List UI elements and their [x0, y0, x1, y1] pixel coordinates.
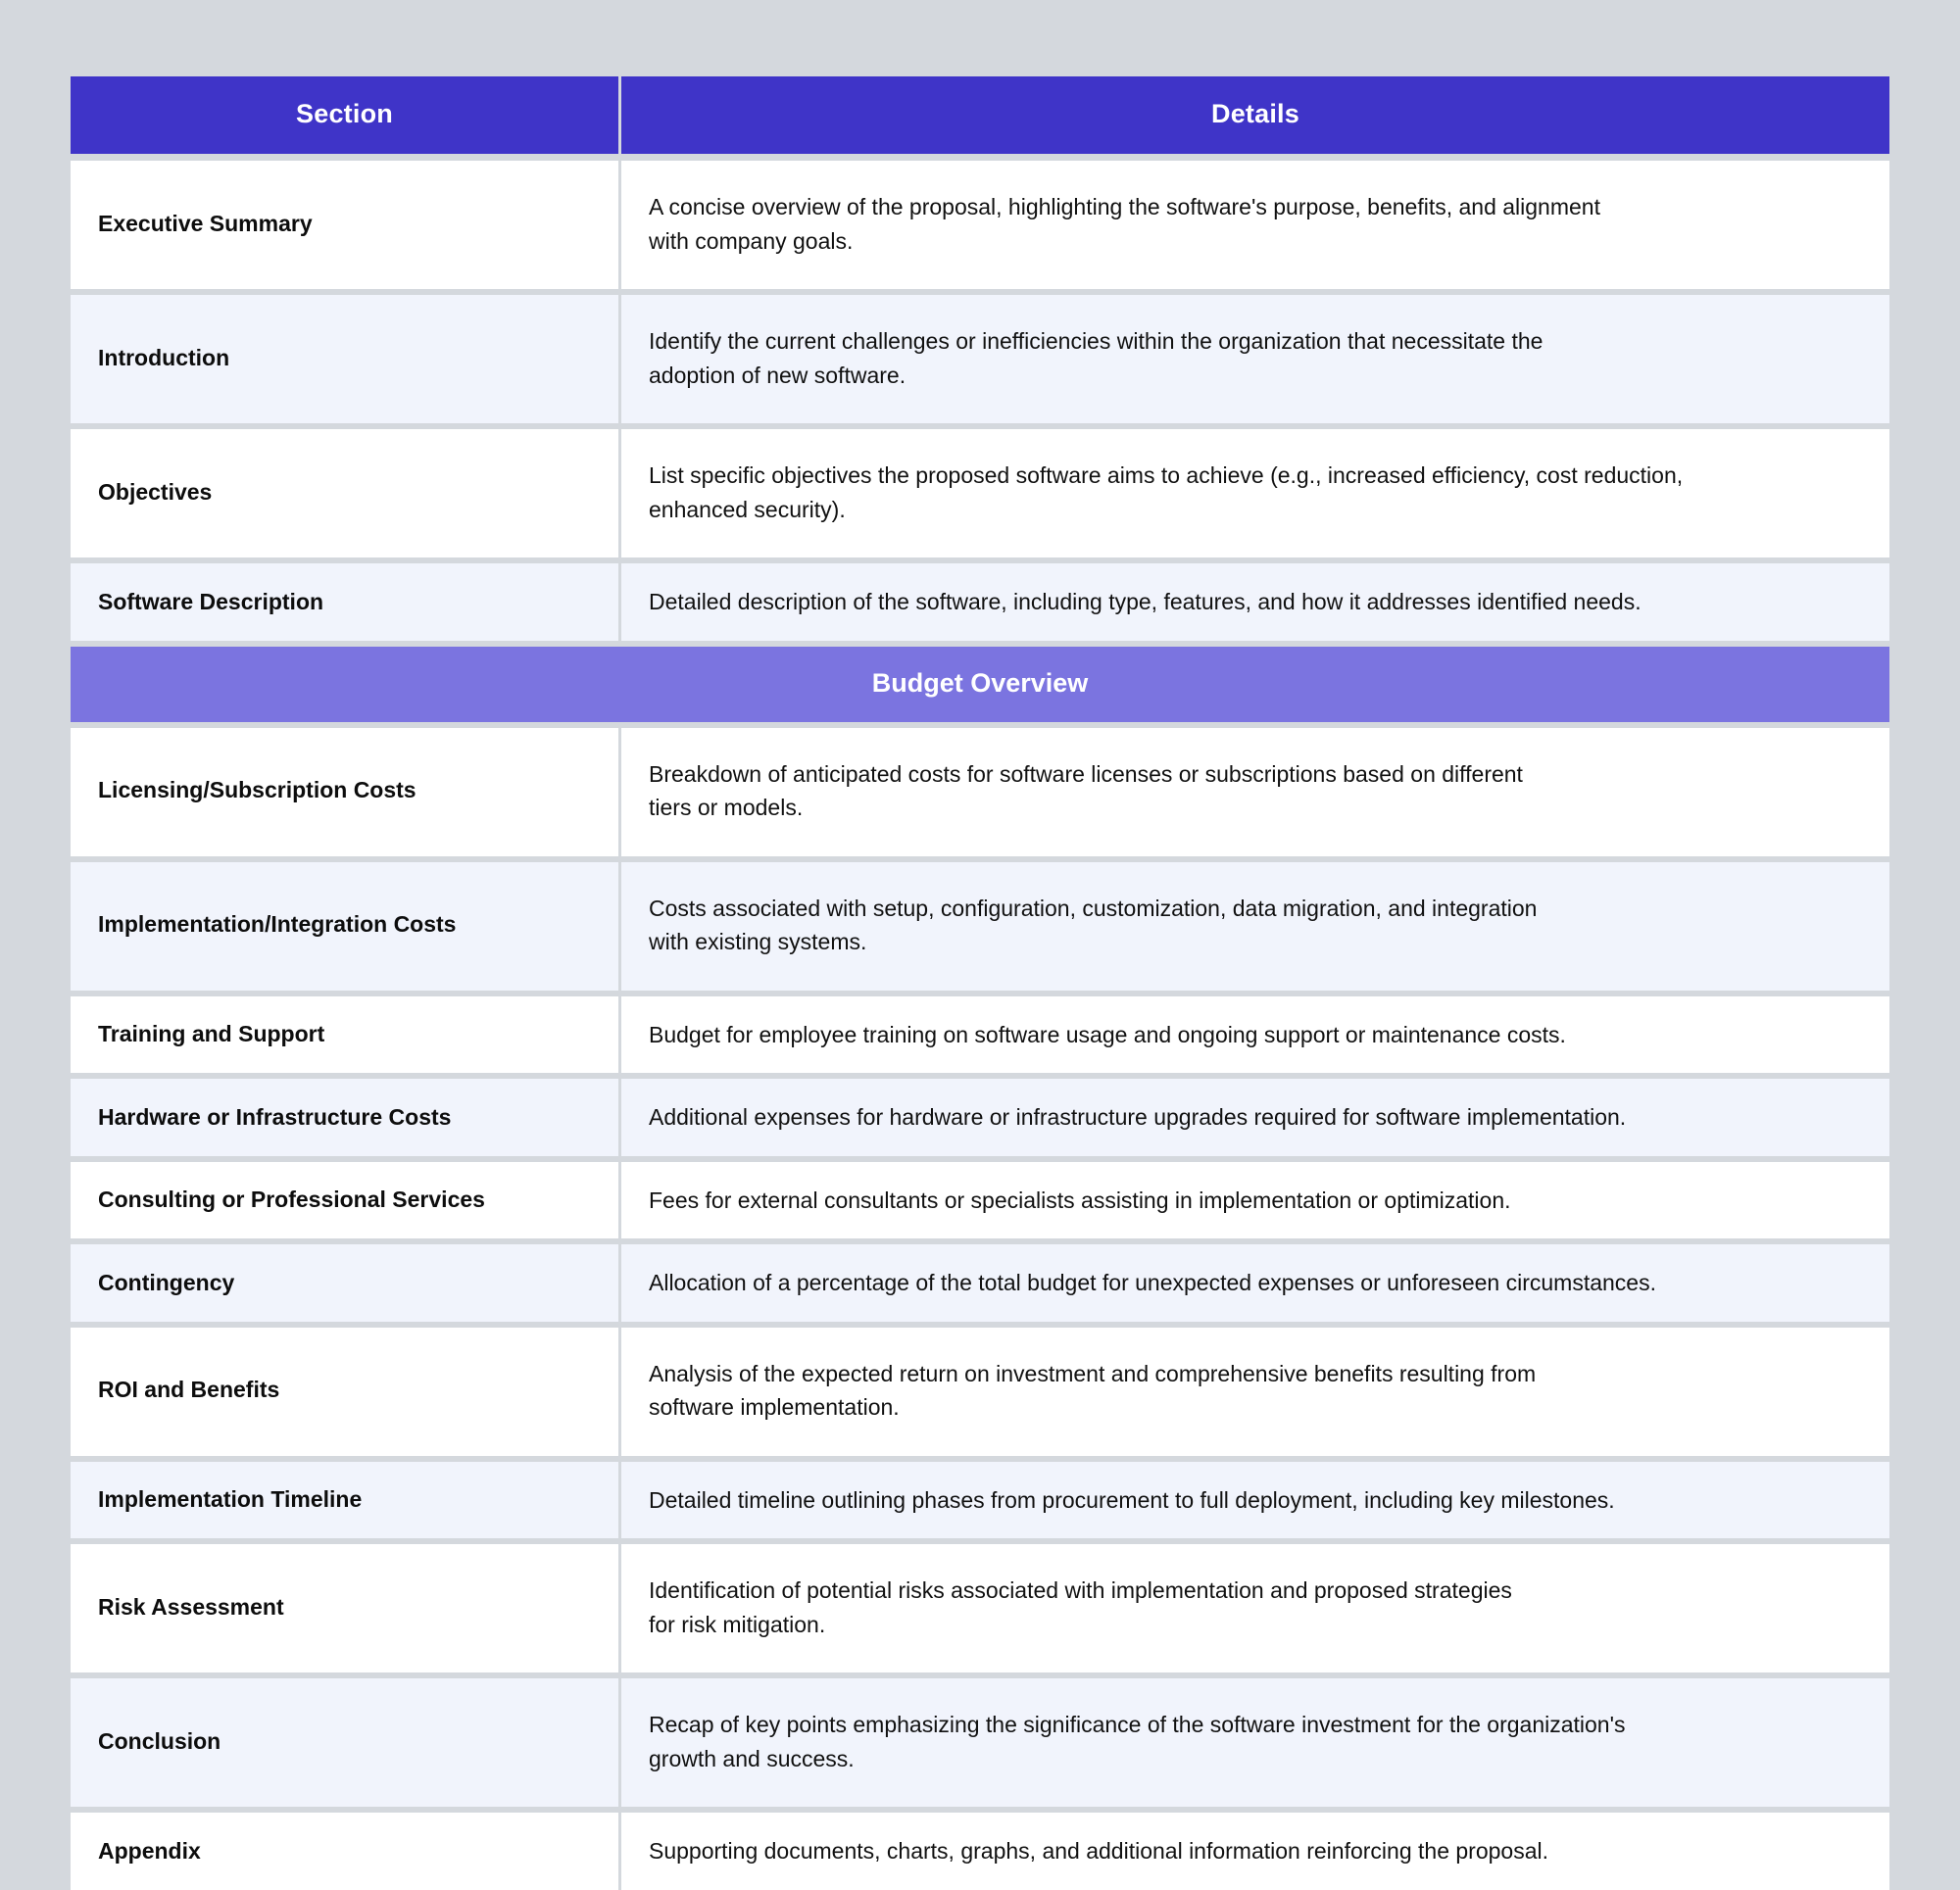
- details-line-2: software implementation.: [649, 1394, 900, 1420]
- row-section-label: Introduction: [71, 295, 621, 429]
- row-details-text: [621, 161, 1889, 295]
- row-details-text: [621, 1079, 1889, 1162]
- row-details-text: [621, 1813, 1889, 1890]
- details-line-2: tiers or models.: [649, 795, 804, 820]
- table-row: [71, 1244, 1889, 1328]
- row-details-text: [621, 1328, 1889, 1462]
- header-gap-cell-right: [621, 154, 1889, 161]
- row-section-label: Consulting or Professional Services: [71, 1162, 621, 1245]
- header-gap: [71, 154, 1889, 161]
- table-row: [71, 728, 1889, 862]
- table-row: [71, 1328, 1889, 1462]
- table-row: [71, 1079, 1889, 1162]
- row-details-text: [621, 862, 1889, 996]
- details-line-1: Detailed description of the software, including type, features, and how it addresses identified needs.: [649, 589, 1642, 614]
- table-body: [71, 154, 1889, 1890]
- details-line-2: with existing systems.: [649, 929, 867, 954]
- row-section-label: Contingency: [71, 1244, 621, 1328]
- row-details-text: [621, 996, 1889, 1080]
- details-line-1: List specific objectives the proposed software aims to achieve (e.g., increased efficiency, cost reduction,: [649, 462, 1684, 488]
- details-line-1: Budget for employee training on software usage and ongoing support or maintenance costs.: [649, 1021, 1566, 1047]
- header-gap-cell-left: [71, 154, 621, 161]
- table-row: [71, 1678, 1889, 1813]
- details-line-1: Allocation of a percentage of the total budget for unexpected expenses or unforeseen circumstances.: [649, 1270, 1656, 1295]
- column-header-section: Section: [71, 76, 621, 154]
- header-row: [71, 76, 1889, 154]
- table-row: [71, 1813, 1889, 1890]
- table-row: [71, 1462, 1889, 1545]
- row-details-text: [621, 1244, 1889, 1328]
- row-section-label: Appendix: [71, 1813, 621, 1890]
- table-row: [71, 862, 1889, 996]
- table-row: [71, 161, 1889, 295]
- table-row: [71, 295, 1889, 429]
- details-line-1: Identify the current challenges or inefficiencies within the organization that necessitate the: [649, 328, 1544, 354]
- details-line-1: Costs associated with setup, configuration, customization, data migration, and integration: [649, 895, 1538, 921]
- section-band-label: Budget Overview: [71, 647, 1889, 728]
- section-band-budget-overview: [71, 647, 1889, 728]
- row-details-text: [621, 563, 1889, 647]
- details-line-1: Breakdown of anticipated costs for software licenses or subscriptions based on different: [649, 760, 1523, 787]
- table-header: [71, 76, 1889, 154]
- table-row: [71, 563, 1889, 647]
- row-details-text: [621, 1462, 1889, 1545]
- row-section-label: Conclusion: [71, 1678, 621, 1813]
- proposal-sections-table: [71, 76, 1889, 1890]
- row-section-label: Software Description: [71, 563, 621, 647]
- row-details-text: [621, 1678, 1889, 1813]
- details-line-1: A concise overview of the proposal, highlighting the software's purpose, benefits, and alignment: [649, 194, 1600, 219]
- details-line-2: growth and success.: [649, 1745, 855, 1771]
- row-section-label: Licensing/Subscription Costs: [71, 728, 621, 862]
- row-section-label: Implementation/Integration Costs: [71, 862, 621, 996]
- row-section-label: Hardware or Infrastructure Costs: [71, 1079, 621, 1162]
- row-section-label: Training and Support: [71, 996, 621, 1080]
- details-line-1: Fees for external consultants or specialists assisting in implementation or optimization.: [649, 1187, 1511, 1213]
- table-row: [71, 996, 1889, 1080]
- row-details-text: [621, 728, 1889, 862]
- details-line-1: Identification of potential risks associated with implementation and proposed strategies: [649, 1577, 1512, 1603]
- details-line-2: with company goals.: [649, 227, 854, 254]
- details-line-1: Detailed timeline outlining phases from procurement to full deployment, including key milestones.: [649, 1486, 1615, 1513]
- details-line-2: adoption of new software.: [649, 362, 906, 388]
- table-row: [71, 1544, 1889, 1678]
- row-section-label: Executive Summary: [71, 161, 621, 295]
- row-section-label: Implementation Timeline: [71, 1462, 621, 1545]
- table-row: [71, 1162, 1889, 1245]
- table-row: [71, 429, 1889, 563]
- details-line-1: Additional expenses for hardware or infrastructure upgrades required for software implementation.: [649, 1104, 1627, 1130]
- row-details-text: [621, 295, 1889, 429]
- row-section-label: Risk Assessment: [71, 1544, 621, 1678]
- row-section-label: ROI and Benefits: [71, 1328, 621, 1462]
- details-line-1: Recap of key points emphasizing the significance of the software investment for the organization's: [649, 1712, 1626, 1737]
- row-section-label: Objectives: [71, 429, 621, 563]
- row-details-text: [621, 1544, 1889, 1678]
- details-line-1: Supporting documents, charts, graphs, and additional information reinforcing the proposal.: [649, 1838, 1548, 1864]
- row-details-text: [621, 1162, 1889, 1245]
- column-header-details: Details: [621, 76, 1889, 154]
- row-details-text: [621, 429, 1889, 563]
- details-line-2: for risk mitigation.: [649, 1611, 826, 1637]
- details-line-1: Analysis of the expected return on investment and comprehensive benefits resulting from: [649, 1360, 1537, 1386]
- details-line-2: enhanced security).: [649, 496, 846, 522]
